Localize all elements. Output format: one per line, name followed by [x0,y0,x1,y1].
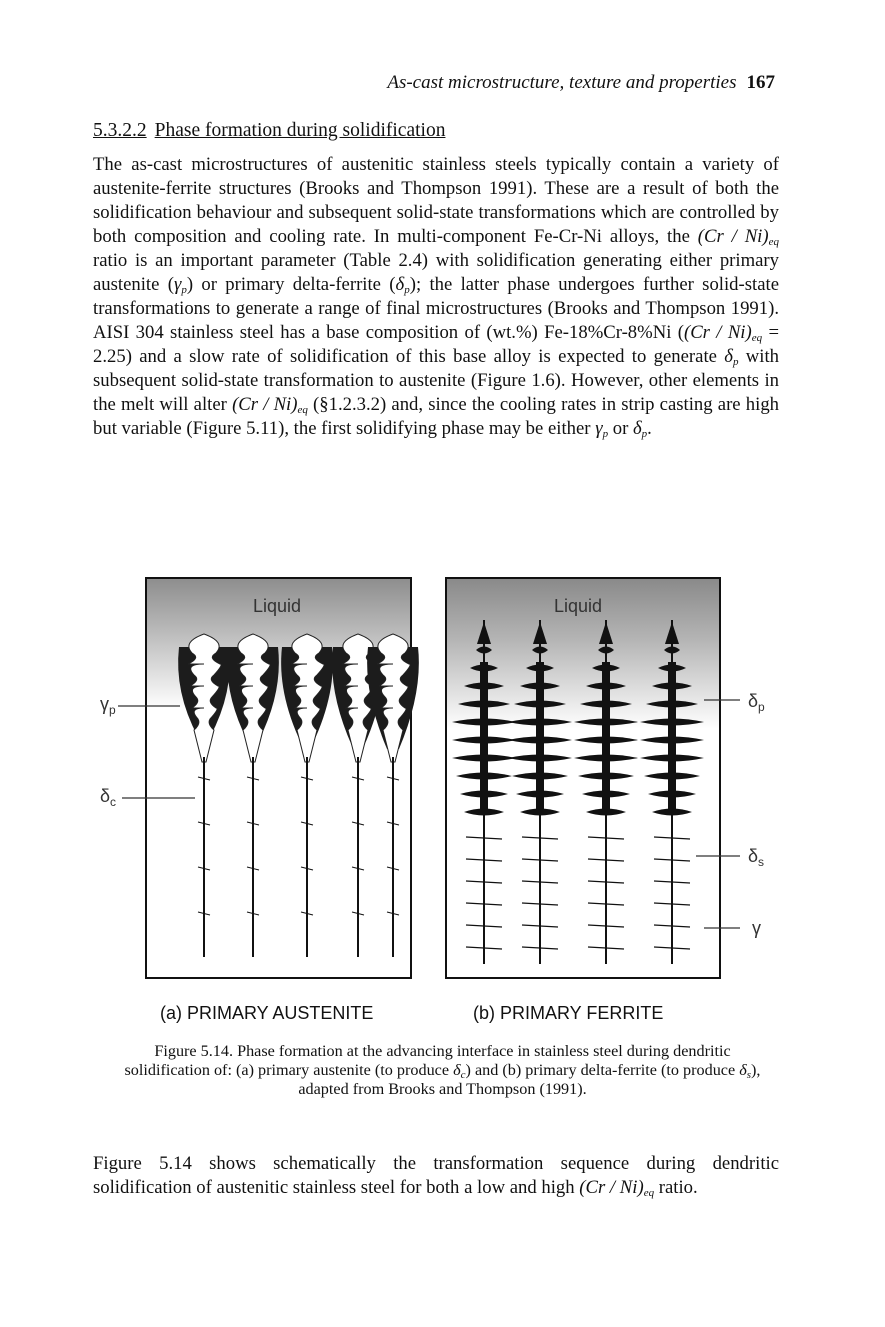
panel-b [446,578,765,978]
ferrite-core [536,662,544,812]
crni-ratio: $(Cr / Ni)_{eq}$ [579,1177,655,1199]
header-title: As-cast microstructure, texture and properties [387,72,737,93]
page-number: 167 [746,72,775,93]
figure-5-14-illustration [100,572,790,1002]
p1-text-2: ratio is an important parameter (Table 2.4) with solidification generating either primary austenite ( [93,250,779,295]
caption-text-3: ), adapted from Brooks and Thompson (1991). [298,1061,761,1098]
delta-p-label: $\delta_p$ [748,691,765,714]
gamma-p-label: $\gamma_p$ [100,694,116,717]
p1-text-7: (§1.2.3.2) and, since the cooling rates in strip casting are high but variable (Figure 5.11), the first solidifying phase may be either [93,394,780,439]
p1-text-3: ) or primary delta-ferrite ( [186,274,396,295]
panel-a-liquid-label: Liquid [252,596,302,616]
delta-p: $\delta_p$ [395,274,410,296]
panel-a [100,578,419,978]
p1-text-1: The as-cast microstructures of austenitic stainless steels typically contain a variety of austenite-ferrite structures (Brooks and Thompson 1991). These are a result of both the solidification behaviour and subsequent solid-state transformations which are controlled by both composition and cooling rate. In multi-component Fe-Cr-Ni alloys, the [93,154,779,247]
p1-text-9: . [647,418,652,439]
p1-text-6: with subsequent solid-state transformation to austenite (Figure 1.6). However, other elements in the melt will alter [93,346,780,415]
p2-text-2: ratio. [658,1177,698,1198]
panel-a-caption: (a) PRIMARY AUSTENITE [160,1003,374,1023]
gamma-p: $\gamma_p$ [173,274,187,296]
caption-text-1: Figure 5.14. Phase formation at the advancing interface in stainless steel during dendritic solidification of: (a) primary austenite (to produce [124,1042,731,1079]
ferrite-core [602,662,610,812]
section-title: Phase formation during solidification [154,120,446,141]
crni-ratio: $(Cr / Ni)_{eq}$ [232,394,308,416]
crni-ratio: $(Cr / Ni)_{eq}$ [697,226,779,248]
section-number: 5.3.2.2 [93,120,147,141]
p1-text-5: = 2.25) and a slow rate of solidification of this base alloy is expected to generate [93,322,779,367]
delta-s: $\delta_s$ [739,1061,752,1081]
gamma-label: γ [752,918,761,938]
body-paragraph-2 [93,1152,779,1200]
p1-text-8: or [612,418,629,439]
body-paragraph-1 [93,153,779,441]
p1-text-4: ); the latter phase undergoes further solid-state transformations to generate a range of final microstructures (Brooks and Thompson 1991). AISI 304 stainless steel has a base composition of (wt.%) Fe-18%Cr-8%Ni ( [93,274,779,343]
delta-c: $\delta_c$ [453,1061,466,1081]
delta-p: $\delta_p$ [632,418,648,440]
delta-s-label: $\delta_s$ [748,846,765,869]
gamma-p: $\gamma_p$ [595,418,609,440]
caption-text-2: ) and (b) primary delta-ferrite (to produce [465,1061,736,1079]
delta-c-label: $\delta_c$ [100,786,117,809]
running-header [387,72,775,94]
ferrite-core [668,662,676,812]
ferrite-core [480,662,488,812]
panel-b-caption: (b) PRIMARY FERRITE [473,1003,664,1023]
figure-caption [110,1042,775,1099]
crni-ratio: $(Cr / Ni)_{eq}$ [683,322,763,344]
delta-p: $\delta_p$ [724,346,739,368]
p2-text-1: Figure 5.14 shows schematically the transformation sequence during dendritic solidification of austenitic stainless steel for both a low and high [93,1153,779,1198]
panel-b-liquid-label: Liquid [553,596,603,616]
section-heading [93,120,445,142]
